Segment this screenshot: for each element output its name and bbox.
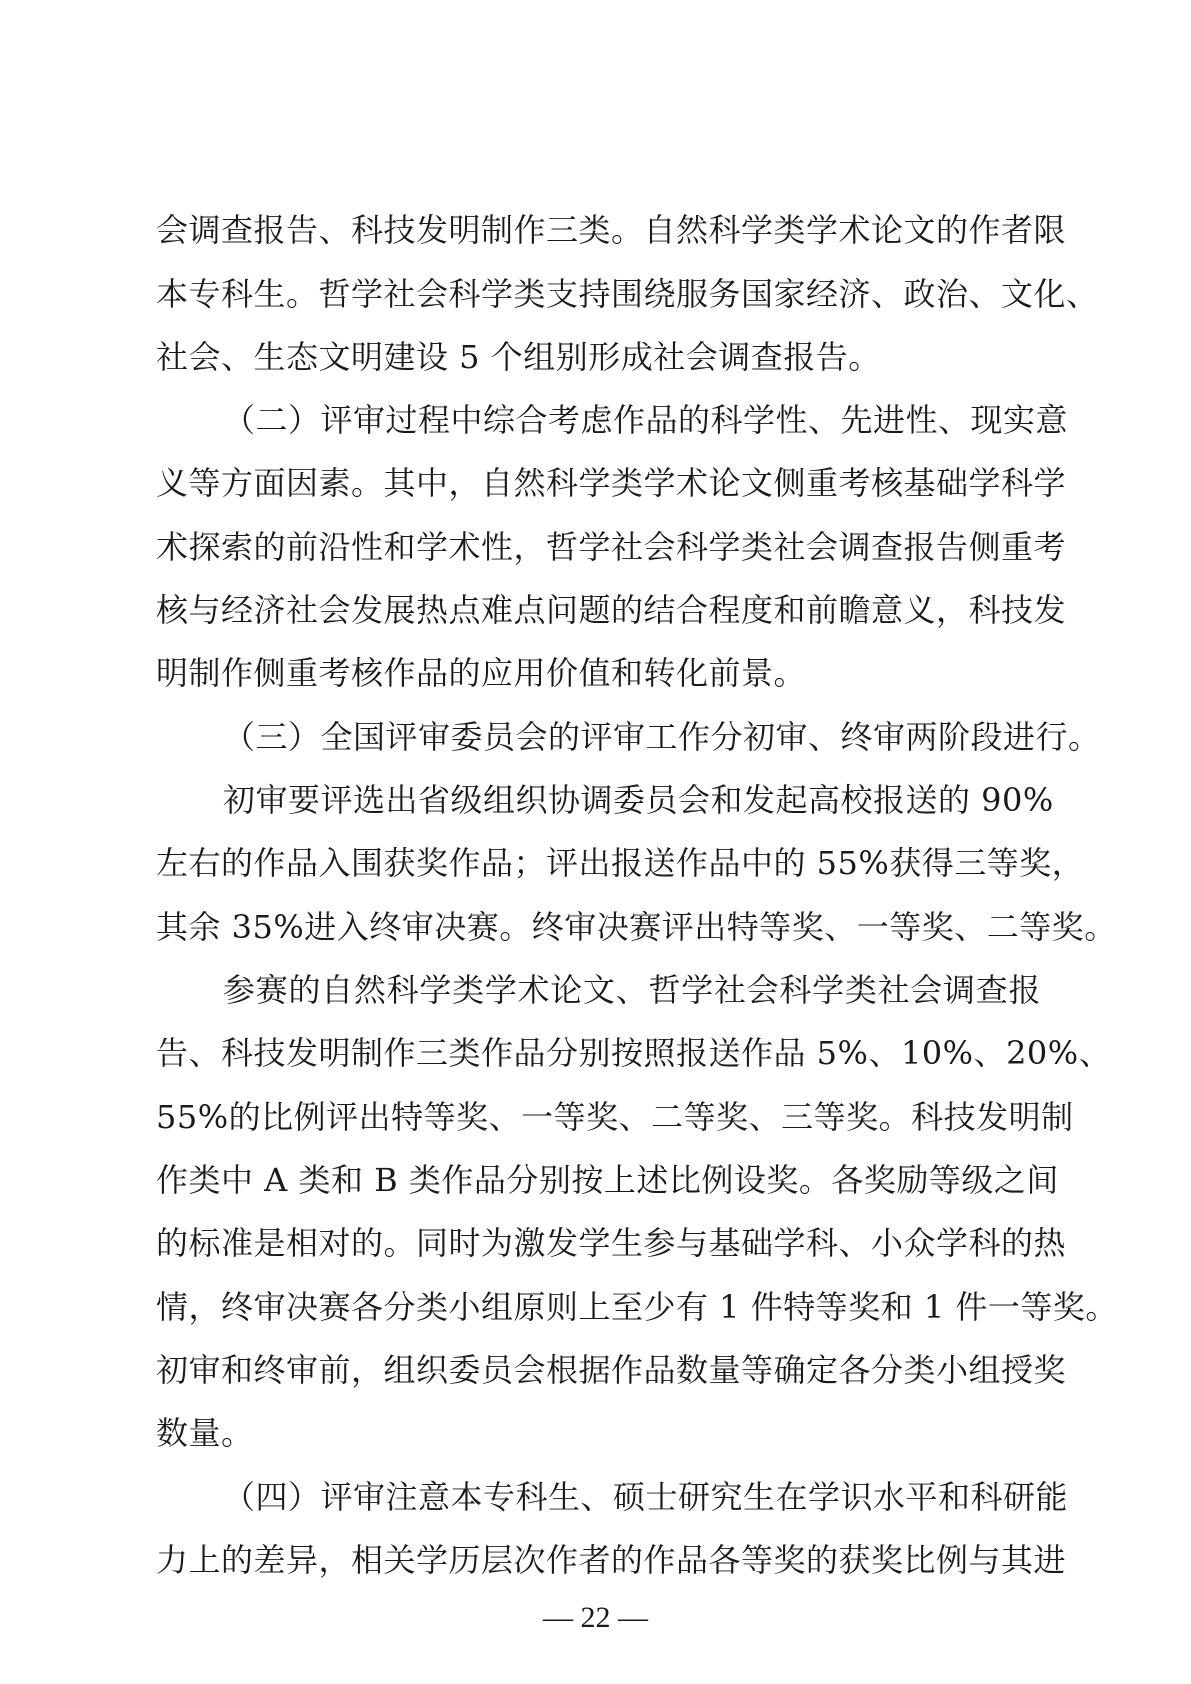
text-line: 本专科生。哲学社会科学类支持围绕服务国家经济、政治、文化、 (156, 275, 1099, 313)
text-line: 作类中 A 类和 B 类作品分别按上述比例设奖。各奖励等级之间 (156, 1161, 1059, 1199)
text-line: 55%的比例评出特等奖、一等奖、二等奖、三等奖。科技发明制 (156, 1098, 1074, 1136)
text-line: 力上的差异，相关学历层次作者的作品各等奖的获奖比例与其进 (156, 1541, 1067, 1579)
text-line: 数量。 (156, 1414, 254, 1452)
paragraph-first-line: （四）评审注意本专科生、硕士研究生在学识水平和科研能 (223, 1478, 1069, 1516)
text-line: 会调查报告、科技发明制作三类。自然科学类学术论文的作者限 (156, 211, 1067, 249)
page-number: — 22 — (543, 1601, 648, 1634)
text-line: 告、科技发明制作三类作品分别按照报送作品 5%、10%、20%、 (156, 1034, 1112, 1072)
text-line: 左右的作品入围获奖作品；评出报送作品中的 55%获得三等奖， (156, 844, 1085, 882)
paragraph-first-line: （三）全国评审委员会的评审工作分初审、终审两阶段进行。 (223, 718, 1101, 756)
paragraph-first-line: 参赛的自然科学类学术论文、哲学社会科学类社会调查报 (223, 971, 1041, 1009)
text-line: 社会、生态文明建设 5 个组别形成社会调查报告。 (156, 338, 881, 376)
text-line: 义等方面因素。其中，自然科学类学术论文侧重考核基础学科学 (156, 464, 1067, 502)
text-line: 其余 35%进入终审决赛。终审决赛评出特等奖、一等奖、二等奖。 (156, 908, 1117, 946)
text-line: 初审和终审前，组织委员会根据作品数量等确定各分类小组授奖 (156, 1351, 1067, 1389)
paragraph-first-line: 初审要评选出省级组织协调委员会和发起高校报送的 90% (223, 781, 1054, 819)
text-line: 术探索的前沿性和学术性，哲学社会科学类社会调查报告侧重考 (156, 528, 1067, 566)
text-line: 核与经济社会发展热点难点问题的结合程度和前瞻意义，科技发 (156, 591, 1067, 629)
text-line: 情，终审决赛各分类小组原则上至少有 1 件特等奖和 1 件一等奖。 (156, 1288, 1118, 1326)
text-line: 的标准是相对的。同时为激发学生参与基础学科、小众学科的热 (156, 1224, 1067, 1262)
text-line: 明制作侧重考核作品的应用价值和转化前景。 (156, 654, 807, 692)
paragraph-first-line: （二）评审过程中综合考虑作品的科学性、先进性、现实意 (223, 401, 1069, 439)
